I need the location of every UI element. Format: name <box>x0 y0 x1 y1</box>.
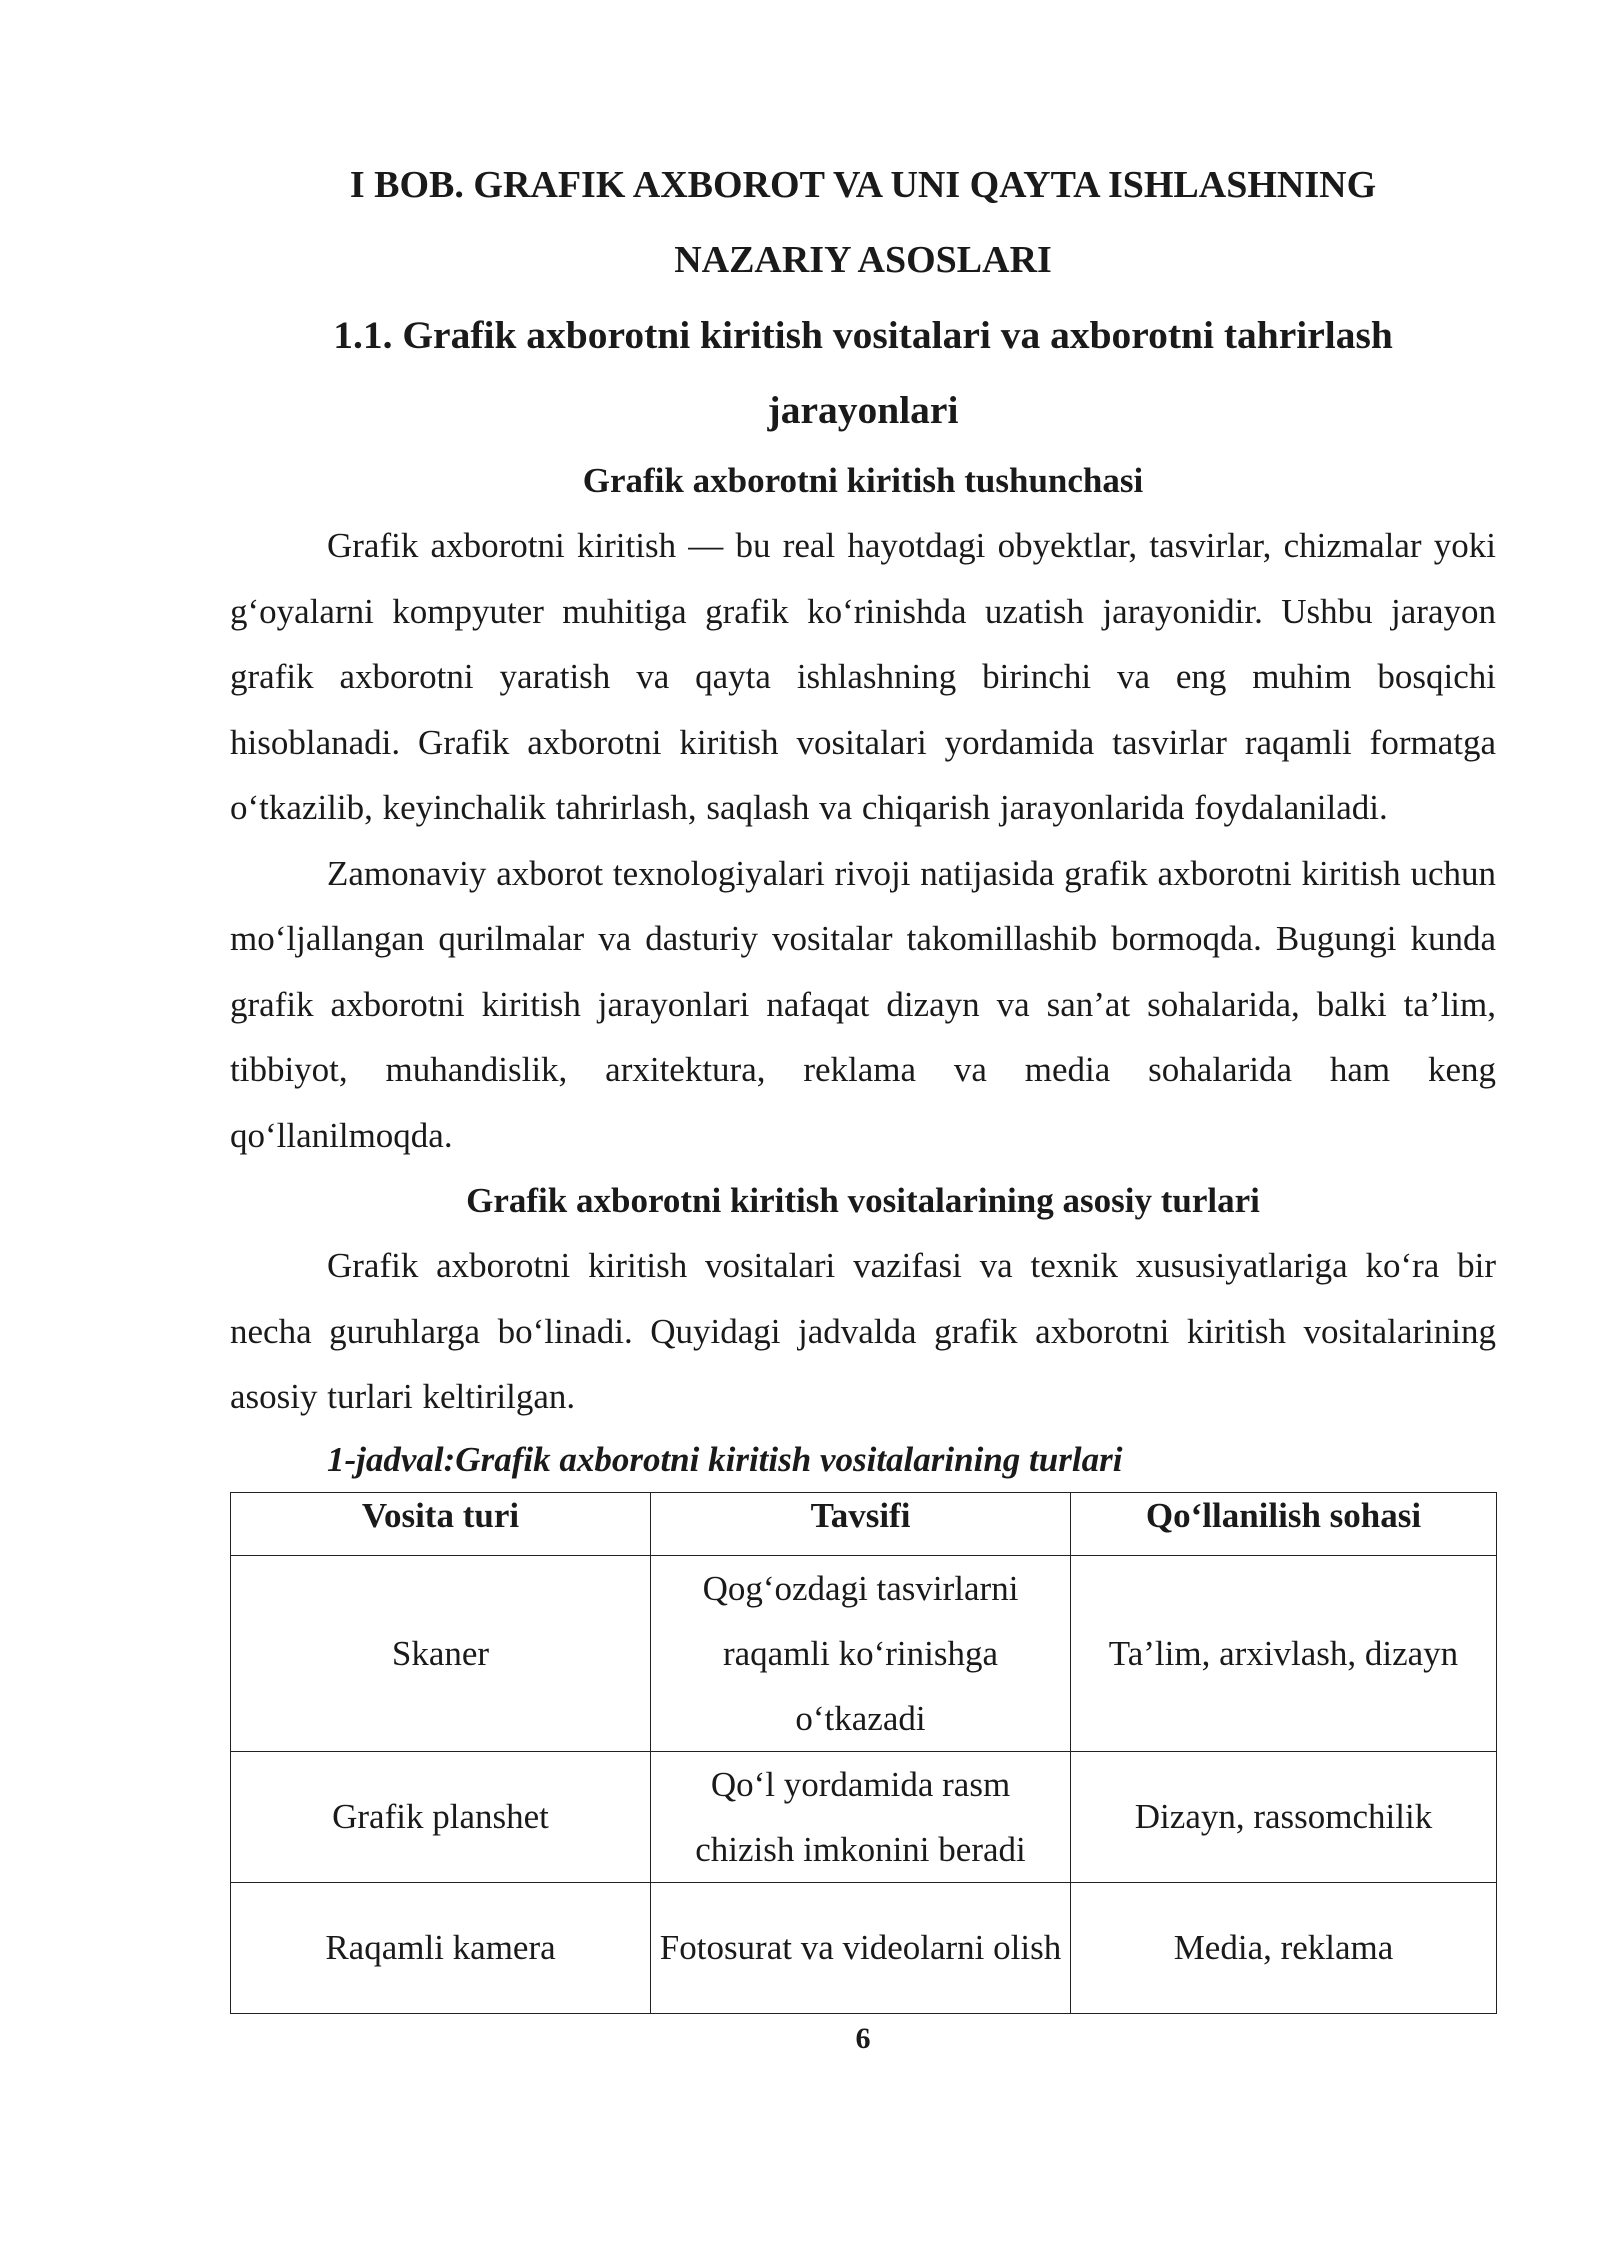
document-page <box>230 148 1496 2064</box>
chapter-title-line2: NAZARIY ASOSLARI <box>674 239 1052 281</box>
table-row <box>231 1882 1497 2013</box>
chapter-title-line1: I BOB. GRAFIK AXBOROT VA UNI QAYTA ISHLASHNING <box>349 164 1377 206</box>
paragraph: Zamonaviy axborot texnologiyalari rivoji natijasida grafik axborotni kiritish uchun mo‘ljallangan qurilmalar va dasturiy vositalar takomillashib bormoqda. Bugungi kunda grafik axborotni kiritish jarayonlari nafaqat dizayn va san’at sohalarida, balki ta’lim, tibbiyot, muhandislik, arxitektura, reklama va media sohalarida ham keng qo‘llanilmoqda. <box>230 853 1496 1155</box>
subsection-title: Grafik axborotni kiritish vositalarining asosiy turlari <box>466 1181 1260 1220</box>
page-number: 6 <box>855 2021 871 2055</box>
table-cell: Media, reklama <box>1071 1882 1497 2013</box>
table-header-cell: Qo‘llanilish sohasi <box>1071 1492 1497 1555</box>
table-row <box>231 1751 1497 1882</box>
table-header-cell: Vosita turi <box>231 1492 651 1555</box>
paragraph: Grafik axborotni kiritish — bu real hayotdagi obyektlar, tasvirlar, chizmalar yoki g‘oyalarni kompyuter muhitiga grafik ko‘rinishda uzatish jarayonidir. Ushbu jarayon grafik axborotni yaratish va qayta ishlashning birinchi va eng muhim bosqichi hisoblanadi. Grafik axborotni kiritish vositalari yordamida tasvirlar raqamli formatga o‘tkazilib, keyinchalik tahrirlash, saqlash va chiqarish jarayonlarida foydalaniladi. <box>230 526 1496 827</box>
tools-table <box>230 1492 1497 2014</box>
table-cell: Qog‘ozdagi tasvirlarni raqamli ko‘rinishga o‘tkazadi <box>651 1555 1071 1751</box>
table-cell: Fotosurat va videolarni olish <box>651 1882 1071 2013</box>
section-title-line2: jarayonlari <box>767 388 959 432</box>
paragraph: Grafik axborotni kiritish vositalari vazifasi va texnik xususiyatlariga ko‘ra bir necha guruhlarga bo‘linadi. Quyidagi jadvalda grafik axborotni kiritish vositalarining asosiy turlari keltirilgan. <box>230 1246 1496 1416</box>
table-header-row <box>231 1492 1497 1555</box>
table-row <box>231 1555 1497 1751</box>
table-cell: Grafik planshet <box>231 1751 651 1882</box>
table-caption: 1-jadval:Grafik axborotni kiritish vositalarining turlari <box>327 1439 1123 1479</box>
table-cell: Skaner <box>231 1555 651 1751</box>
table-cell: Raqamli kamera <box>231 1882 651 2013</box>
section-title-line1: 1.1. Grafik axborotni kiritish vositalari va axborotni tahrirlash <box>333 313 1393 357</box>
table-cell: Qo‘l yordamida rasm chizish imkonini beradi <box>651 1751 1071 1882</box>
table-cell: Dizayn, rassomchilik <box>1071 1751 1497 1882</box>
table-header-cell: Tavsifi <box>651 1492 1071 1555</box>
table-cell: Ta’lim, arxivlash, dizayn <box>1071 1555 1497 1751</box>
subsection-title: Grafik axborotni kiritish tushunchasi <box>582 461 1144 500</box>
